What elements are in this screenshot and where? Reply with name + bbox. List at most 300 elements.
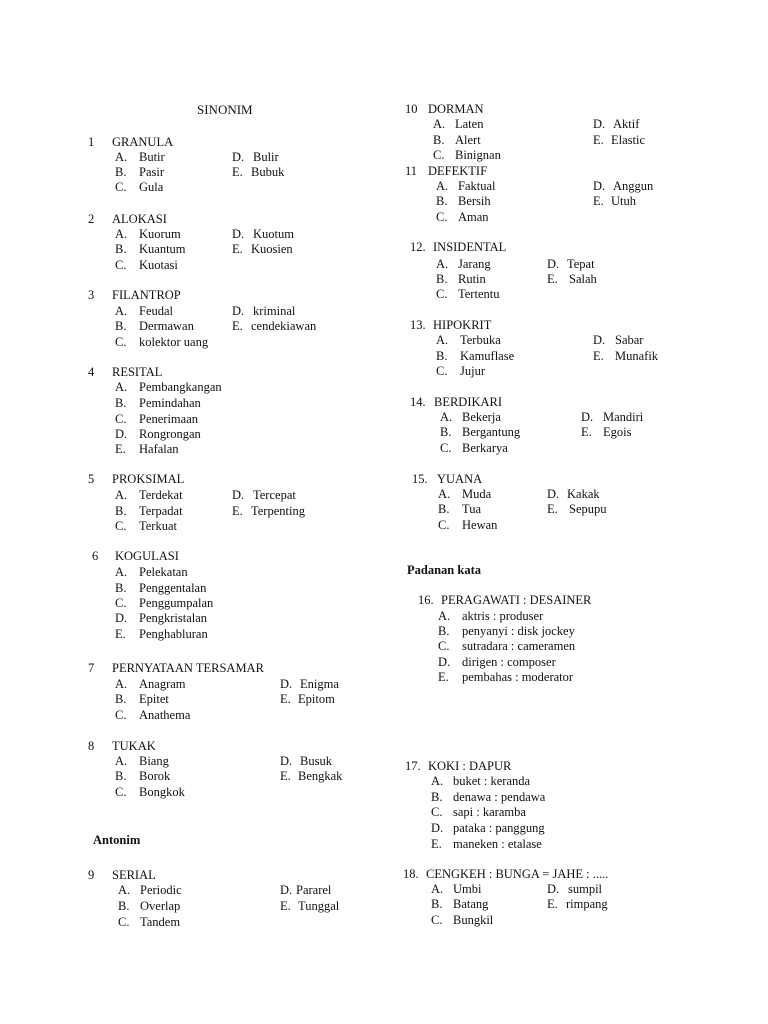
option-text: Pemindahan [139,396,201,410]
option-letter: D. [547,487,560,501]
option-c [436,210,489,225]
option-letter: B. [431,790,443,804]
option-text: Butir [139,150,165,164]
option-text: Bubuk [251,165,285,179]
option-a [115,677,186,692]
option-letter: C. [115,335,127,349]
question-word: SERIAL [112,868,156,882]
option-d [438,655,556,670]
option-b [436,194,491,209]
question-word: CENGKEH : BUNGA = JAHE : ..... [426,867,609,881]
option-letter: E. [593,349,604,363]
option-d [593,179,653,194]
question-word: GRANULA [112,135,174,149]
option-b [440,425,520,440]
option-c [438,639,575,654]
option-letter: D. [232,227,245,241]
option-text: sapi : karamba [453,805,526,819]
option-text: dirigen : composer [462,655,556,669]
option-letter: A. [115,380,128,394]
option-text: Pasir [139,165,164,179]
option-text: Muda [462,487,492,501]
question-word: PERNYATAAN TERSAMAR [112,661,264,675]
option-d [232,227,294,242]
option-text: Anagram [139,677,186,691]
option-letter: A. [433,117,446,131]
option-a [433,117,483,132]
option-text: Mandiri [603,410,644,424]
question-word: YUANA [437,472,483,486]
option-text: Terpenting [251,504,305,518]
option-letter: E. [232,319,243,333]
option-text: maneken : etalase [453,837,542,851]
option-text: Rutin [458,272,486,286]
option-text: penyanyi : disk jockey [462,624,575,638]
option-letter: E. [593,133,604,147]
option-c [115,785,185,800]
option-text: Terbuka [460,333,501,347]
option-text: Penggentalan [139,581,207,595]
option-text: Kuotasi [139,258,178,272]
option-text: cendekiawan [251,319,317,333]
option-letter: B. [115,242,127,256]
option-text: Pararel [296,883,332,897]
option-text: Laten [455,117,484,131]
option-letter: C. [433,148,445,162]
option-text: Egois [603,425,632,439]
option-text: Feudal [139,304,174,318]
option-b [118,899,180,914]
option-text: Enigma [300,677,339,691]
option-b [431,790,545,805]
option-b [438,624,575,639]
option-letter: E. [115,442,126,456]
option-e [232,242,293,257]
option-c [118,915,180,930]
option-letter: D. [547,257,560,271]
option-text: Bersih [458,194,491,208]
option-text: Tertentu [458,287,500,301]
option-letter: B. [438,502,450,516]
option-text: Bongkok [139,785,185,799]
option-letter: D. [581,410,594,424]
question-number: 4 [88,365,95,379]
option-c [440,441,508,456]
option-letter: A. [436,257,449,271]
option-a [115,488,183,503]
option-text: Rongrongan [139,427,201,441]
question-word: PROKSIMAL [112,472,185,486]
option-text: Kuantum [139,242,186,256]
option-a [436,257,491,272]
option-b [115,165,164,180]
option-letter: A. [431,774,444,788]
option-b [115,692,169,707]
option-e [581,425,631,440]
option-a [438,609,543,624]
option-letter: C. [115,596,127,610]
option-text: Berkarya [462,441,508,455]
option-letter: A. [115,488,128,502]
option-a [438,487,491,502]
question-word: INSIDENTAL [433,240,507,254]
option-text: Batang [453,897,489,911]
option-text: kolektor uang [139,335,209,349]
option-d [232,488,296,503]
option-letter: C. [438,639,450,653]
option-text: Biang [139,754,169,768]
padanan-kata-heading: Padanan kata [407,563,481,577]
option-letter: A. [118,883,131,897]
option-e [232,319,316,334]
option-letter: B. [115,581,127,595]
option-letter: B. [440,425,452,439]
question-number: 13. [410,318,426,332]
option-c [115,258,178,273]
option-b [436,349,514,364]
option-e [232,504,305,519]
question-number: 5 [88,472,95,486]
option-b [438,502,481,517]
option-text: Umbi [453,882,482,896]
option-text: Bekerja [462,410,501,424]
option-d [232,304,295,319]
option-c [115,519,177,534]
option-d [547,487,600,502]
option-text: Borok [139,769,171,783]
option-letter: C. [438,518,450,532]
option-letter: C. [115,708,127,722]
option-letter: A. [440,410,453,424]
option-c [115,596,213,611]
option-d [593,117,639,132]
option-text: Bulir [253,150,279,164]
option-letter: C. [440,441,452,455]
option-letter: C. [115,180,127,194]
option-text: Hafalan [139,442,179,456]
option-letter: D. [593,117,606,131]
option-a [118,883,182,898]
option-text: Aktif [613,117,640,131]
antonim-heading: Antonim [93,833,141,847]
option-letter: E. [547,272,558,286]
option-letter: D. [232,150,245,164]
option-letter: E. [280,769,291,783]
option-letter: C. [431,805,443,819]
option-text: Epitet [139,692,169,706]
option-letter: D. [280,754,293,768]
option-b [115,504,183,519]
option-a [436,333,501,348]
question-number: 15. [412,472,428,486]
option-letter: D. [593,179,606,193]
option-letter: B. [433,133,445,147]
option-letter: A. [436,179,449,193]
option-a [440,410,501,425]
question-number: 8 [88,739,95,753]
option-text: Penghabluran [139,627,208,641]
question-number: 7 [88,661,95,675]
option-text: Hewan [462,518,498,532]
question-number: 10 [405,102,418,116]
option-c [115,180,163,195]
option-text: Jujur [460,364,485,378]
option-text: Elastic [611,133,646,147]
option-text: Binignan [455,148,501,162]
option-letter: E. [232,165,243,179]
option-b [115,242,186,257]
option-text: Kakak [567,487,600,501]
option-text: Salah [569,272,597,286]
option-text: Pelekatan [139,565,188,579]
option-letter: B. [115,165,127,179]
option-letter: E. [115,627,126,641]
option-letter: B. [115,319,127,333]
question-word: KOGULASI [115,549,179,563]
question-number: 12. [410,240,426,254]
option-e [547,897,608,912]
option-letter: A. [115,565,128,579]
question-word: KOKI : DAPUR [428,759,512,773]
option-text: Alert [455,133,481,147]
option-text: Faktual [458,179,496,193]
option-text: Tepat [567,257,595,271]
option-text: pataka : panggung [453,821,545,835]
option-letter: E. [280,899,291,913]
option-letter: D. [115,611,128,625]
option-letter: D. [115,427,128,441]
option-letter: C. [115,519,127,533]
option-e [593,194,636,209]
option-d [547,882,602,897]
option-letter: E. [431,837,442,851]
option-letter: A. [115,754,128,768]
option-letter: A. [436,333,449,347]
option-text: Penggumpalan [139,596,214,610]
option-text: Terkuat [139,519,177,533]
option-text: Terpadat [139,504,183,518]
option-a [115,227,181,242]
option-letter: C. [115,258,127,272]
option-letter: E. [232,504,243,518]
option-b [115,581,206,596]
option-text: Dermawan [139,319,194,333]
question-word: TUKAK [112,739,156,753]
option-letter: D. [280,677,293,691]
option-text: sumpil [568,882,603,896]
option-d [232,150,279,165]
option-letter: D. [431,821,444,835]
option-text: Terdekat [139,488,183,502]
question-number: 6 [92,549,99,563]
question-number: 14. [410,395,426,409]
option-text: pembahas : moderator [462,670,574,684]
option-letter: C. [431,913,443,927]
question-word: HIPOKRIT [433,318,492,332]
option-e [232,165,284,180]
option-letter: E. [593,194,604,208]
option-e [280,692,335,707]
option-letter: B. [436,194,448,208]
option-text: Jarang [458,257,491,271]
option-letter: B. [115,396,127,410]
option-text: Tercepat [253,488,296,502]
option-a [115,304,173,319]
option-letter: A. [115,227,128,241]
option-b [431,897,488,912]
option-e [438,670,573,685]
option-text: Tua [462,502,481,516]
option-text: aktris : produser [462,609,544,623]
option-c [436,287,499,302]
option-text: Bergantung [462,425,521,439]
option-letter: C. [115,785,127,799]
option-e [547,272,597,287]
option-letter: B. [436,349,448,363]
option-letter: D. [280,883,293,897]
option-c [115,708,190,723]
option-text: kriminal [253,304,296,318]
option-text: sutradara : cameramen [462,639,576,653]
option-text: Aman [458,210,489,224]
option-a [115,754,169,769]
question-word: DORMAN [428,102,484,116]
option-text: Bungkil [453,913,494,927]
option-c [436,364,485,379]
option-text: Periodic [140,883,182,897]
option-e [593,133,645,148]
option-letter: D. [232,304,245,318]
option-b [115,769,170,784]
option-e [280,899,339,914]
option-b [436,272,486,287]
option-text: Utuh [611,194,636,208]
option-c [438,518,497,533]
question-number: 9 [88,868,95,882]
question-number: 1 [88,135,95,149]
option-a [115,380,222,395]
option-d [593,333,643,348]
option-text: Anathema [139,708,191,722]
option-letter: A. [438,487,451,501]
option-a [115,150,165,165]
question-number: 3 [88,288,95,302]
option-text: Anggun [613,179,654,193]
option-d [115,427,201,442]
option-letter: B. [431,897,443,911]
option-letter: B. [436,272,448,286]
option-text: Bengkak [298,769,343,783]
option-d [280,883,331,898]
option-a [115,565,188,580]
option-letter: B. [115,692,127,706]
option-e [431,837,542,852]
option-b [433,133,481,148]
option-text: Pengkristalan [139,611,208,625]
page-title: SINONIM [197,102,253,117]
option-e [115,627,208,642]
option-letter: A. [115,304,128,318]
option-e [547,502,607,517]
option-letter: E. [438,670,449,684]
option-a [436,179,496,194]
option-d [431,821,545,836]
option-letter: C. [436,210,448,224]
option-text: Tandem [140,915,181,929]
question-number: 11 [405,164,418,178]
option-e [115,442,179,457]
option-c [431,913,493,928]
option-d [115,611,207,626]
option-letter: D. [547,882,560,896]
option-text: Sepupu [569,502,607,516]
option-d [581,410,643,425]
option-letter: C. [115,412,127,426]
option-text: Munafik [615,349,659,363]
option-b [115,396,201,411]
option-letter: A. [431,882,444,896]
option-e [280,769,342,784]
question-word: BERDIKARI [434,395,503,409]
question-word: RESITAL [112,365,163,379]
option-c [431,805,526,820]
option-text: Kuorum [139,227,181,241]
option-letter: B. [115,769,127,783]
option-letter: A. [438,609,451,623]
option-d [280,677,339,692]
option-text: Overlap [140,899,181,913]
option-letter: E. [232,242,243,256]
option-letter: C. [118,915,130,929]
question-word: PERAGAWATI : DESAINER [441,593,592,607]
option-letter: A. [115,150,128,164]
option-text: Pembangkangan [139,380,222,394]
option-letter: E. [547,502,558,516]
option-letter: D. [232,488,245,502]
option-letter: D. [593,333,606,347]
option-letter: E. [547,897,558,911]
option-a [431,882,481,897]
option-text: Kuosien [251,242,293,256]
option-b [115,319,194,334]
option-text: denawa : pendawa [453,790,546,804]
option-text: Gula [139,180,164,194]
option-letter: A. [115,677,128,691]
option-d [280,754,332,769]
option-a [431,774,530,789]
question-number: 16. [418,593,434,607]
question-word: FILANTROP [112,288,181,302]
question-word: DEFEKTIF [428,164,488,178]
option-text: Tunggal [298,899,340,913]
option-c [115,412,198,427]
option-letter: C. [436,287,448,301]
option-letter: D. [438,655,451,669]
option-d [547,257,595,272]
option-text: Penerimaan [139,412,199,426]
option-text: buket : keranda [453,774,531,788]
option-text: Kuotum [253,227,294,241]
option-text: Busuk [300,754,332,768]
question-number: 17. [405,759,421,773]
option-letter: B. [115,504,127,518]
option-e [593,349,658,364]
option-letter: B. [118,899,130,913]
question-word: ALOKASI [112,212,167,226]
option-text: Kamuflase [460,349,515,363]
option-letter: B. [438,624,450,638]
question-number: 2 [88,212,95,226]
